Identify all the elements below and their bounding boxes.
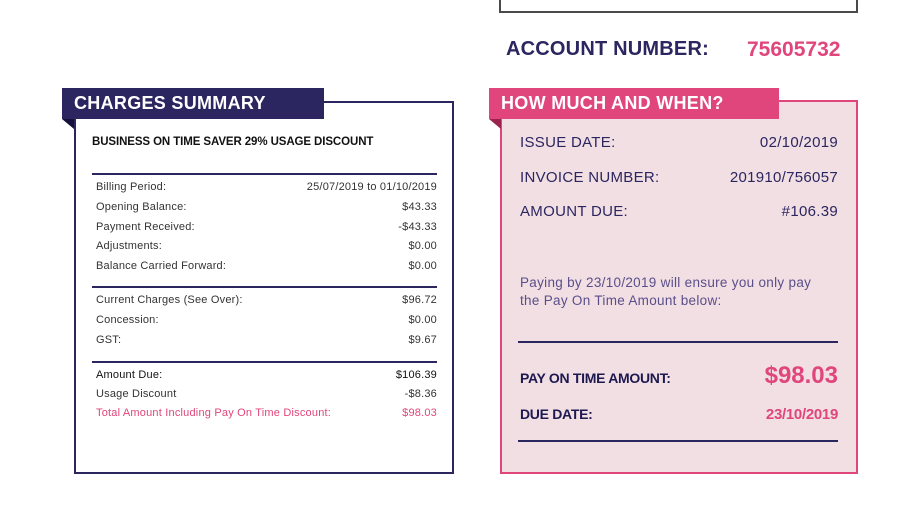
charge-row-billing-period xyxy=(96,181,437,193)
amount-due-row xyxy=(520,203,838,220)
row-value: $43.33 xyxy=(402,201,437,213)
pay-on-time-amount: $98.03 xyxy=(764,362,838,389)
how-much-when-title: HOW MUCH AND WHEN? xyxy=(489,88,779,119)
row-value: $9.67 xyxy=(408,334,437,346)
pay-on-time-label: PAY ON TIME AMOUNT: xyxy=(520,370,671,386)
row-value: $96.72 xyxy=(402,294,437,306)
invoice-number-row xyxy=(520,169,838,186)
row-value: -$8.36 xyxy=(404,388,437,400)
charge-row-payment-received xyxy=(96,221,437,233)
charge-row-gst xyxy=(96,334,437,346)
row-label: Balance Carried Forward: xyxy=(96,260,227,272)
issue-date-value: 02/10/2019 xyxy=(759,134,838,151)
row-value: -$43.33 xyxy=(398,221,437,233)
row-value: $0.00 xyxy=(408,260,437,272)
row-label: Concession: xyxy=(96,314,159,326)
charge-row-adjustments xyxy=(96,240,437,252)
row-value: $0.00 xyxy=(408,314,437,326)
account-number-label: ACCOUNT NUMBER: xyxy=(506,38,709,60)
invoice-number-value: 201910/756057 xyxy=(729,169,838,186)
row-value: $106.39 xyxy=(395,369,437,381)
row-label: GST: xyxy=(96,334,122,346)
row-label: Adjustments: xyxy=(96,240,162,252)
divider xyxy=(518,440,838,442)
row-label: Billing Period: xyxy=(96,181,167,193)
pay-on-time-note: Paying by 23/10/2019 will ensure you only pay the Pay On Time Amount below: xyxy=(520,275,812,308)
row-label: Payment Received: xyxy=(96,221,195,233)
charges-summary-title: CHARGES SUMMARY xyxy=(62,88,324,119)
row-label: Current Charges (See Over): xyxy=(96,294,243,306)
charge-row-amount-due xyxy=(96,369,437,381)
divider xyxy=(92,286,437,288)
row-label: Opening Balance: xyxy=(96,201,187,213)
amount-due-value: #106.39 xyxy=(781,203,838,220)
row-label: Total Amount Including Pay On Time Discount: xyxy=(96,407,332,419)
row-value: 25/07/2019 to 01/10/2019 xyxy=(306,181,437,193)
account-number-value: 75605732 xyxy=(747,38,841,61)
row-value: $0.00 xyxy=(408,240,437,252)
row-label: Amount Due: xyxy=(96,369,163,381)
charge-row-total-pay-on-time xyxy=(96,407,437,419)
address-box xyxy=(499,0,858,13)
amount-due-label: AMOUNT DUE: xyxy=(520,203,629,220)
divider xyxy=(92,173,437,175)
charge-row-balance-carried-forward xyxy=(96,260,437,272)
tab-fold-decoration xyxy=(489,119,501,129)
charge-row-concession xyxy=(96,314,437,326)
invoice-number-label: INVOICE NUMBER: xyxy=(520,169,660,186)
charge-row-usage-discount xyxy=(96,388,437,400)
charge-row-current-charges xyxy=(96,294,437,306)
issue-date-row xyxy=(520,134,838,151)
divider xyxy=(518,341,838,343)
row-value: $98.03 xyxy=(402,407,437,419)
plan-name: BUSINESS ON TIME SAVER 29% USAGE DISCOUNT xyxy=(92,136,374,148)
issue-date-label: ISSUE DATE: xyxy=(520,134,616,151)
tab-fold-decoration xyxy=(62,119,74,129)
due-date-value: 23/10/2019 xyxy=(765,406,838,423)
divider xyxy=(92,361,437,363)
charge-row-opening-balance xyxy=(96,201,437,213)
row-label: Usage Discount xyxy=(96,388,177,400)
due-date-label: DUE DATE: xyxy=(520,406,593,422)
